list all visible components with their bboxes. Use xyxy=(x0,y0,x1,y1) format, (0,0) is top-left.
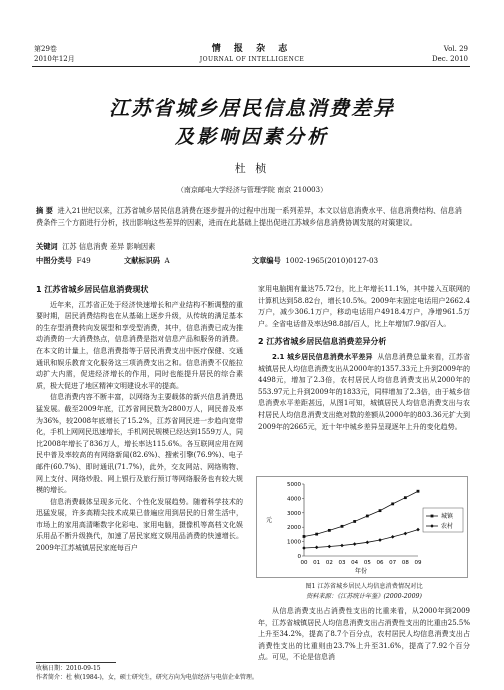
y-tick-label: 3000 xyxy=(287,510,301,517)
data-point xyxy=(391,535,395,539)
data-point xyxy=(391,502,394,505)
clc-label: 中图分类号 xyxy=(36,256,72,265)
footnote-author-info: 作者简介：杜 桢(1984-)，女，硕士研究生，研究方向为电信经济与电信企业管理。 xyxy=(36,674,258,681)
right-column-top xyxy=(258,284,470,433)
paragraph-2-2: 从信息消费支出占消费性支出的比重来看，从2000年到2009年，江苏省城镇居民人均信息消费支出占消费性支出的比重由25.5%上升至34.2%，提高了8.7个百分点，农村居民人均信息消费支出占消费性支出的比重则由23.7%上升至31.6%，提高了7.92个百分点。可见，不论是信息消 xyxy=(258,607,470,662)
header-volume-right xyxy=(432,44,468,64)
journal-title-en: JOURNAL OF INTELLIGENCE xyxy=(199,56,305,63)
data-point xyxy=(341,525,344,528)
data-point xyxy=(378,538,382,542)
data-point xyxy=(353,542,357,546)
paper-title-line1: 江苏省城乡居民信息消费差异 xyxy=(109,96,395,120)
figure-1-chart xyxy=(256,476,468,578)
legend-marker xyxy=(430,524,434,528)
data-point xyxy=(417,490,420,493)
data-point xyxy=(340,544,344,548)
date-left: 2010年12月 xyxy=(34,55,75,63)
left-column xyxy=(36,284,243,555)
journal-masthead xyxy=(0,41,504,63)
data-point xyxy=(303,535,306,538)
paragraph-2: 信息消费内容不断丰富，以网络为主要载体的新兴信息消费迅猛发展。截至2009年底，江苏省网民数为2800万人，网民普及率为36%，较2008年底增长了15.2%，江苏省网民进一步趋向宽带化，手机上网网民迅速增长，手机网民规模已经达到1559万人，同比2008年增长了836万人，增长率达115.6%。各互联网应用在网民中普及率较高的有网络新闻(82.6%)、搜索引擎(76.9%)、电子邮件(60.7%)、即时通讯(71.7%)，此外，交友网站、网络购物、网上支付、网络炒股、网上银行及旅行预订等网络服务也有较大规模的增长。 xyxy=(36,393,243,495)
y-tick-label: 1000 xyxy=(287,539,301,546)
abstract-text: 进入21世纪以来，江苏省城乡居民信息消费在逐步提升的过程中出现一系列差异，本文以信息消费水平、信息消费结构、信息消费条件三个方面进行分析，找出影响这些差异的因素，进而在此基础上提出促进江苏城乡信息消费协调发展的对策建议。 xyxy=(36,206,462,227)
data-point xyxy=(328,545,332,549)
x-tick-label: 09 xyxy=(414,560,422,566)
data-point xyxy=(302,546,306,550)
section-2-1-heading: 2.1 城乡居民信息消费水平差异 xyxy=(272,352,373,361)
article-no-label: 文章编号 xyxy=(252,256,281,265)
data-point xyxy=(315,533,318,536)
doc-code-label: 文献标识码 xyxy=(124,256,160,265)
article-no-value: 1002-1965(2010)0127-03 xyxy=(285,256,379,265)
classification-line xyxy=(36,256,468,266)
y-axis-label: 元 xyxy=(266,517,273,524)
data-point xyxy=(366,541,370,545)
doc-code-value: A xyxy=(164,256,170,265)
section-2-heading: 2 江苏省城乡居民信息消费差异分析 xyxy=(258,337,387,347)
figure-source: 资料来源：《江苏统计年鉴》(2000-2009) xyxy=(306,593,422,600)
author-name: 杜 桢 xyxy=(234,162,270,175)
series-line-urban xyxy=(304,491,418,536)
x-tick-label: 06 xyxy=(376,560,384,566)
figure-caption-block xyxy=(258,582,470,602)
abstract xyxy=(36,205,468,229)
x-axis-label: 年份 xyxy=(354,568,368,575)
data-point xyxy=(315,546,319,550)
data-point xyxy=(416,528,420,532)
legend-label: 农村 xyxy=(441,523,454,530)
footnote-received: 收稿日期：2010-09-15 xyxy=(36,665,101,672)
data-point xyxy=(404,496,407,499)
y-tick-label: 0 xyxy=(297,554,301,560)
data-point xyxy=(366,515,369,518)
paper-title-line2: 及影响因素分析 xyxy=(174,126,329,148)
header-rule xyxy=(32,66,470,67)
keywords-label: 关键词 xyxy=(36,242,58,251)
legend-marker xyxy=(431,515,434,518)
x-tick-label: 04 xyxy=(351,560,359,566)
keywords xyxy=(36,242,155,252)
figure-caption: 图1 江苏省城乡居民人均信息消费情况对比 xyxy=(305,583,423,590)
volume-right: Vol. 29 xyxy=(443,45,468,53)
paragraph-2-1: 从信息消费总量来看，江苏省城镇居民人均信息消费支出从2000年的1357.33元上升到2009年的4498元，增加了2.3倍，农村居民人均信息消费支出从2000年的553.97元上升到2009年的1833元，同样增加了2.3倍，由于城乡信息消费水平差距甚远，从图1可知，城镇居民人均信息消费支出与农村居民人均信息消费支出绝对数的差额从2000年的803.36元扩大到2009年的2665元，近十年中城乡差异呈现逐年上升的变化趋势。 xyxy=(258,352,471,431)
paragraph-right-top: 家用电脑拥有量达75.72台，比上年增长11.1%，其中接入互联网的计算机达到58.82台，增长10.5%。2009年末固定电话用户2662.4万户，减少306.1万户，移动电话用户4918.4万户，净增961.5万户。全省电话普及率达98.8部/百人，比上年增加7.9部/百人。 xyxy=(258,285,470,328)
x-tick-label: 05 xyxy=(363,560,371,566)
y-tick-label: 4000 xyxy=(287,496,301,503)
paragraph-1: 近年来，江苏省正处于经济快速增长和产业结构不断调整的重要时期，居民消费结构也在从基础上逐步升级，从传统的满足基本的生存型消费转向发展型和享受型消费，其中，信息消费已成为推动消费的一大消费热点，信息消费是指对信息产品和服务的消费。在本文的计量上，信息消费指等于居民消费支出中医疗保健、交通通讯和娱乐教育文化服务这三项消费支出之和。信息消费不仅能拉动扩大内需，促进经济增长的作用，同时也能提升居民的综合素质，极大促进了地区精神文明建设水平的提高。 xyxy=(36,300,243,390)
journal-title-cn: 情 报 杂 志 xyxy=(211,44,293,54)
clc-value: F49 xyxy=(76,256,91,265)
x-tick-label: 03 xyxy=(338,560,346,566)
footnote-rule xyxy=(36,662,116,663)
x-tick-label: 01 xyxy=(313,560,321,566)
date-right: Dec. 2010 xyxy=(432,55,468,63)
x-tick-label: 02 xyxy=(325,560,333,566)
series-line-rural xyxy=(304,530,418,548)
legend-label: 城镇 xyxy=(441,513,454,520)
paragraph-3: 信息消费载体呈现多元化、个性化发展趋势。随着科学技术的迅猛发展，许多高精尖技术成果已普遍应用到居民的日常生活中，市场上的家用高清晰数字化彩电、家用电脑，摄像机等高档文化娱乐用品不断升级换代，加速了居民家庭文娱用品消费的快速增长。2009年江苏城镇居民家庭每百户 xyxy=(36,497,243,553)
data-point xyxy=(379,509,382,512)
data-point xyxy=(328,529,331,532)
y-tick-label: 5000 xyxy=(287,482,301,488)
author-affiliation: （南京邮电大学经济与管理学院 南京 210003） xyxy=(176,186,328,194)
data-point xyxy=(353,520,356,523)
x-tick-label: 00 xyxy=(300,560,308,566)
keywords-text: 江苏 信息消费 差异 影响因素 xyxy=(62,242,156,251)
x-tick-label: 07 xyxy=(389,560,397,566)
data-point xyxy=(404,532,408,536)
section-1-heading: 1 江苏省城乡居民信息消费现状 xyxy=(36,285,149,294)
volume-left: 第29卷 xyxy=(34,45,57,53)
abstract-label: 摘 要 xyxy=(36,206,53,215)
footnote xyxy=(36,664,258,682)
x-tick-label: 08 xyxy=(401,560,409,566)
y-tick-label: 2000 xyxy=(287,525,301,532)
